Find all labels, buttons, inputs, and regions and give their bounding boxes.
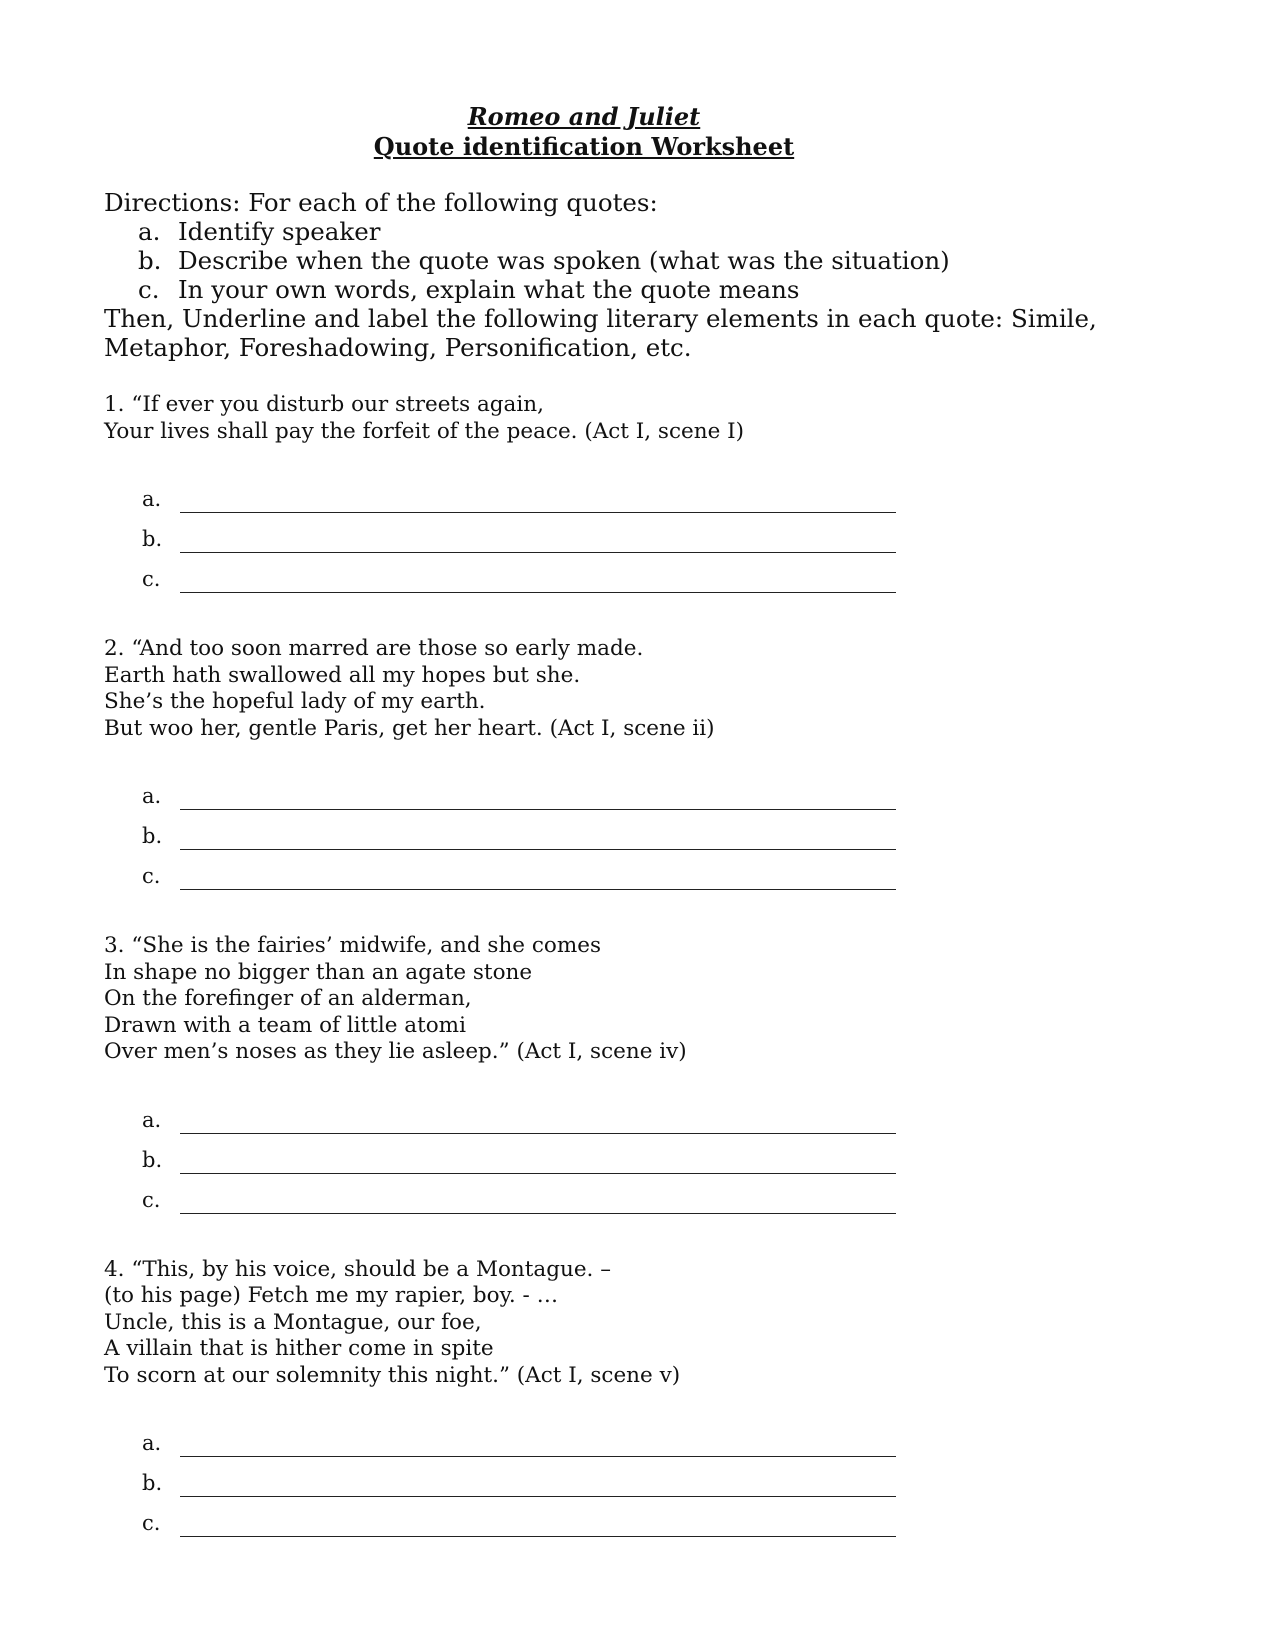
quote-text [104, 933, 1104, 1066]
question-1 [104, 392, 1104, 593]
answer-blank-line[interactable] [180, 1143, 896, 1174]
directions [104, 188, 1104, 362]
quote-text [104, 392, 1104, 445]
answer-letter: c. [142, 864, 161, 888]
answer-lines [104, 770, 1104, 890]
answer-letter: a. [142, 1431, 162, 1455]
directions-item-letter: b. [138, 246, 162, 275]
quote-line: Earth hath swallowed all my hopes but she. [104, 662, 581, 688]
quote-line: 1. “If ever you disturb our streets again, [104, 392, 544, 417]
answer-blank-line[interactable] [180, 819, 896, 850]
answer-row [142, 810, 1104, 850]
answer-letter: a. [142, 784, 162, 808]
answer-row [142, 1134, 1104, 1174]
question-4 [104, 1257, 1104, 1538]
answer-row [142, 850, 1104, 890]
quote-line: 3. “She is the fairies’ midwife, and she comes [104, 933, 601, 958]
directions-item [104, 275, 1104, 304]
quote-line: On the forefinger of an alderman, [104, 986, 472, 1011]
answer-row [142, 473, 1104, 513]
title-play-name: Romeo and Juliet [467, 102, 701, 131]
directions-intro: Directions: For each of the following quotes: [104, 188, 658, 217]
title-worksheet-name: Quote identification Worksheet [373, 132, 795, 161]
directions-item [104, 246, 1104, 275]
answer-letter: c. [142, 1511, 161, 1535]
answer-blank-line[interactable] [180, 1466, 896, 1497]
quote-line: 4. “This, by his voice, should be a Montague. – [104, 1256, 611, 1282]
quote-line: Drawn with a team of little atomi [104, 1012, 466, 1038]
answer-row [142, 513, 1104, 553]
quote-line: Over men’s noses as they lie asleep.” (Act I, scene iv) [104, 1039, 687, 1064]
question-3 [104, 933, 1104, 1214]
directions-item-letter: a. [138, 217, 161, 246]
quote-line: But woo her, gentle Paris, get her heart. (Act I, scene ii) [104, 715, 715, 741]
answer-blank-line[interactable] [180, 1103, 896, 1134]
answer-letter: b. [142, 527, 163, 551]
answer-letter: b. [142, 824, 163, 848]
answer-lines [104, 1094, 1104, 1214]
answer-letter: b. [142, 1471, 163, 1495]
title-block [0, 102, 1064, 162]
quote-line: Uncle, this is a Montague, our foe, [104, 1309, 482, 1335]
answer-letter: c. [142, 1187, 161, 1212]
directions-item-text: Identify speaker [178, 217, 381, 246]
quote-text [104, 1257, 1104, 1390]
quote-line: A villain that is hither come in spite [104, 1336, 494, 1361]
quote-line: Your lives shall pay the forfeit of the peace. (Act I, scene I) [104, 418, 745, 444]
answer-blank-line[interactable] [180, 522, 896, 553]
directions-item [104, 217, 1104, 246]
answer-blank-line[interactable] [180, 482, 896, 513]
directions-then-line-2: Metaphor, Foreshadowing, Personification, etc. [104, 333, 692, 362]
answer-lines [104, 473, 1104, 593]
directions-item-text: In your own words, explain what the quote means [178, 275, 800, 304]
quote-line: In shape no bigger than an agate stone [104, 959, 533, 985]
quote-line: 2. “And too soon marred are those so early made. [104, 636, 644, 661]
answer-row [142, 1497, 1104, 1537]
quote-line: To scorn at our solemnity this night.” (Act I, scene v) [104, 1362, 681, 1388]
answer-blank-line[interactable] [180, 779, 896, 810]
quote-line: She’s the hopeful lady of my earth. [104, 689, 486, 714]
answer-letter: a. [142, 487, 162, 511]
answer-blank-line[interactable] [180, 1426, 896, 1457]
answer-blank-line[interactable] [180, 859, 896, 890]
answer-row [142, 770, 1104, 810]
answer-blank-line[interactable] [180, 1506, 896, 1537]
answer-row [142, 1094, 1104, 1134]
quote-text [104, 636, 1104, 742]
answer-row [142, 1417, 1104, 1457]
answer-blank-line[interactable] [180, 1183, 896, 1214]
worksheet-page [104, 102, 1104, 1537]
directions-list [104, 217, 1104, 304]
answer-letter: c. [142, 567, 161, 591]
answer-blank-line[interactable] [180, 562, 896, 593]
directions-then-line-1: Then, Underline and label the following literary elements in each quote: Simile, [104, 304, 1097, 333]
questions-list [104, 392, 1104, 1537]
answer-row [142, 553, 1104, 593]
answer-letter: b. [142, 1147, 163, 1172]
answer-row [142, 1174, 1104, 1214]
answer-lines [104, 1417, 1104, 1537]
answer-letter: a. [142, 1107, 162, 1132]
answer-row [142, 1457, 1104, 1497]
directions-item-text: Describe when the quote was spoken (what was the situation) [178, 246, 950, 275]
quote-line: (to his page) Fetch me my rapier, boy. - … [104, 1283, 559, 1308]
question-2 [104, 636, 1104, 890]
directions-item-letter: c. [138, 275, 160, 304]
